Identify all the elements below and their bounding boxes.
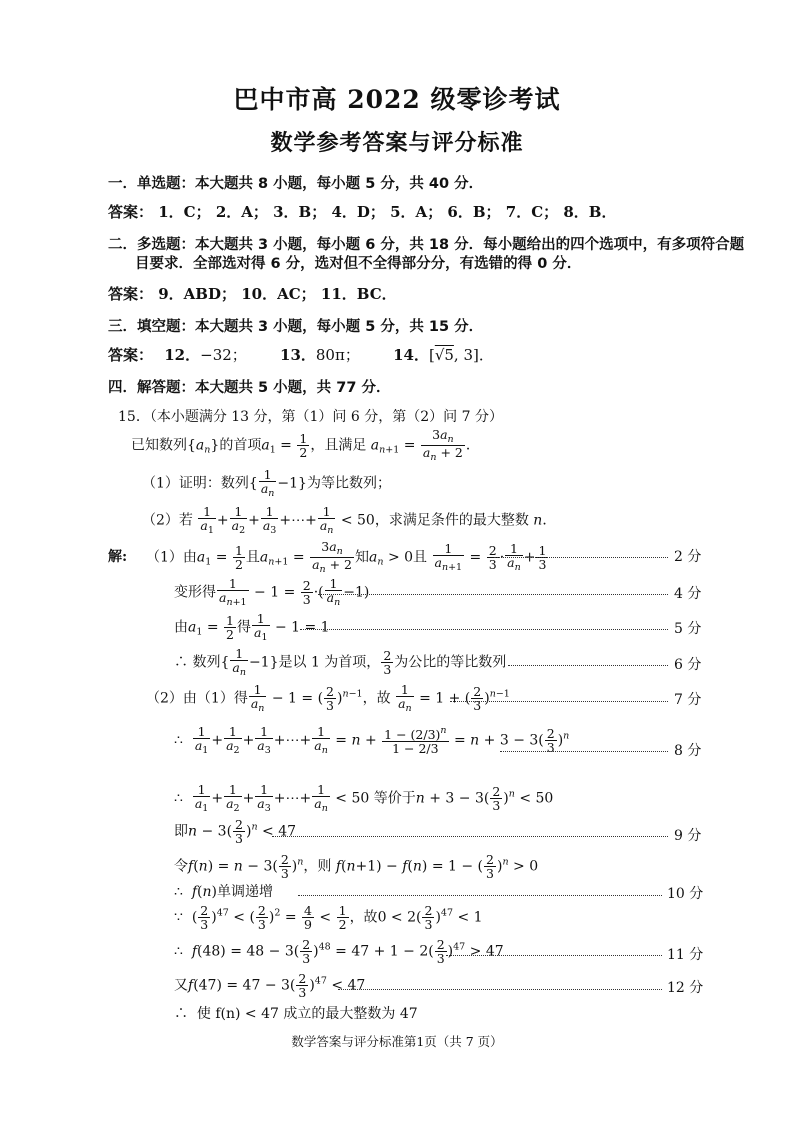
solution-step-14: ∴ 使 f(n) < 47 成立的最大整数为 47 xyxy=(174,1006,418,1022)
solution-step-13: 又f(47) = 47 − 3( $\frac{2}{3}$ )$^{47}$ < 47 xyxy=(174,971,366,1001)
q15-given: 已知数列$\{a_n\}$的首项$a_1$ = $\frac{1}{2}$ ，且满足 $a_{n+1}$ = $\frac{3a_n}{a_n + 2}$ ． xyxy=(131,427,480,463)
score-mark: 5 分 xyxy=(674,621,702,637)
solution-step-5: （2）由（1）得 $\frac{1}{a_n}$ − 1 = ( $\frac{2}{3}$ )$^{n-1}$，故 $\frac{1}{a_n}$ = 1 + ( $\frac{2}{3}$ )$^{n-1}$ xyxy=(146,682,510,715)
score-mark: 6 分 xyxy=(674,657,702,673)
solution-step-8: 即n − 3( $\frac{2}{3}$ )$^n$ < 47 xyxy=(174,817,297,847)
q15-part1-question: （1）证明：数列{ $\frac{1}{a_n}$ −1}为等比数列； xyxy=(142,467,391,500)
solution-step-2: 变形得 $\frac{1}{a_{n+1}}$ − 1 = $\frac{2}{3}$ ·( $\frac{1}{a_n}$ −1) xyxy=(174,576,370,609)
score-leader xyxy=(446,955,662,956)
score-leader xyxy=(338,989,662,990)
solution-step-11: ∵ ( $\frac{2}{3}$ )$^{47}$ < ( $\frac{2}{3}$ )$^2$ = $\frac{4}{9}$ < $\frac{1}{2}$ ，故0 < 2( $\frac{2}{3}$ )$^{47}$ < 1 xyxy=(174,903,483,933)
score-mark: 2 分 xyxy=(674,549,702,565)
page-title: 巴中市高 2022 级零诊考试 xyxy=(233,85,561,114)
solution-step-3: 由$a_1$ = $\frac{1}{2}$ 得 $\frac{1}{a_1}$ − 1 = 1 xyxy=(174,611,330,644)
score-leader xyxy=(450,701,668,702)
solution-step-12: ∴ f(48) = 48 − 3( $\frac{2}{3}$ )$^{48}$ = 47 + 1 − 2( $\frac{2}{3}$ )$^{47}$ > 47 xyxy=(174,937,504,967)
score-leader xyxy=(318,594,668,595)
multi-choice-answers: 答案： 9．ABD； 10．AC； 11．BC． xyxy=(108,285,397,303)
single-choice-answers: 答案： 1．C； 2．A； 3．B； 4．D； 5．A； 6．B； 7．C； 8．B． xyxy=(108,203,617,221)
score-mark: 8 分 xyxy=(674,743,702,759)
solution-step-9: 令f(n) = n − 3( $\frac{2}{3}$ )$^n$，则 f(n+1) − f(n) = 1 − ( $\frac{2}{3}$ )$^n$ > 0 xyxy=(174,852,539,882)
score-leader xyxy=(500,751,668,752)
fill-blank-answers: 答案： 12．−32； 13．80π； 14．[√5, 3]． xyxy=(108,346,494,364)
score-mark: 7 分 xyxy=(674,692,702,708)
score-mark: 4 分 xyxy=(674,586,702,602)
solution-label: 解: xyxy=(108,549,128,565)
solution-step-7: ∴ $\frac{1}{a_1}$ + $\frac{1}{a_2}$ + $\frac{1}{a_3}$ +⋯+ $\frac{1}{a_n}$ < 50 等价于n + 3 − 3( $\frac{2}{3}$ )$^n$ < 50 xyxy=(174,782,554,815)
score-leader xyxy=(508,665,668,666)
section-single-choice-header: 一．单选题：本大题共 8 小题，每小题 5 分，共 40 分． xyxy=(108,176,484,192)
section-fill-blank-header: 三．填空题：本大题共 3 小题，每小题 5 分，共 15 分． xyxy=(108,319,484,335)
score-leader xyxy=(494,557,668,558)
section-multi-choice-header-line1: 二．多选题：本大题共 3 小题，每小题 6 分，共 18 分．每小题给出的四个选项中，有多项符合题 xyxy=(108,237,745,253)
section-multi-choice-header-line2: 目要求．全部选对得 6 分，选对但不全得部分分，有选错的得 0 分． xyxy=(135,256,582,272)
score-mark: 10 分 xyxy=(667,886,704,902)
section-solutions-header: 四．解答题：本大题共 5 小题，共 77 分． xyxy=(108,380,391,396)
solution-step-10: ∴ f(n)单调递增 xyxy=(174,884,273,900)
score-mark: 11 分 xyxy=(667,947,704,963)
solution-step-4: ∴ 数列{ $\frac{1}{a_n}$ −1}是以 1 为首项， $\frac{2}{3}$ 为公比的等比数列 xyxy=(174,646,507,679)
page-subtitle: 数学参考答案与评分标准 xyxy=(270,130,524,156)
page-footer: 数学答案与评分标准第1页（共 7 页） xyxy=(291,1034,503,1049)
score-mark: 9 分 xyxy=(674,828,702,844)
solution-step-6: ∴ $\frac{1}{a_1}$ + $\frac{1}{a_2}$ + $\frac{1}{a_3}$ +⋯+ $\frac{1}{a_n}$ = n + $\frac{1 - (2/3)^n}{1 - 2/3}$ = n + 3 − 3( $\frac{2}{3}$ )$^n$ xyxy=(174,724,570,757)
score-leader xyxy=(272,836,668,837)
q15-intro: 15．（本小题满分 13 分，第（1）问 6 分，第（2）问 7 分） xyxy=(118,409,503,425)
solution-step-1: （1）由$a_1$ = $\frac{1}{2}$ 且$a_{n+1}$ = $\frac{3a_n}{a_n + 2}$ 知$a_n > 0$且 $\frac{1}{a_{n+1}}$ = $\frac{2}{3}$ · $\frac{1}{a_n}$ + $\frac{1}{3}$ xyxy=(146,539,547,575)
score-leader xyxy=(300,629,668,630)
score-leader xyxy=(298,895,662,896)
score-mark: 12 分 xyxy=(667,980,704,996)
q15-part2-question: （2）若 $\frac{1}{a_1}$ + $\frac{1}{a_2}$ + $\frac{1}{a_3}$ +⋯+ $\frac{1}{a_n}$ < 50，求满足条件的最大整数 n． xyxy=(142,504,557,537)
